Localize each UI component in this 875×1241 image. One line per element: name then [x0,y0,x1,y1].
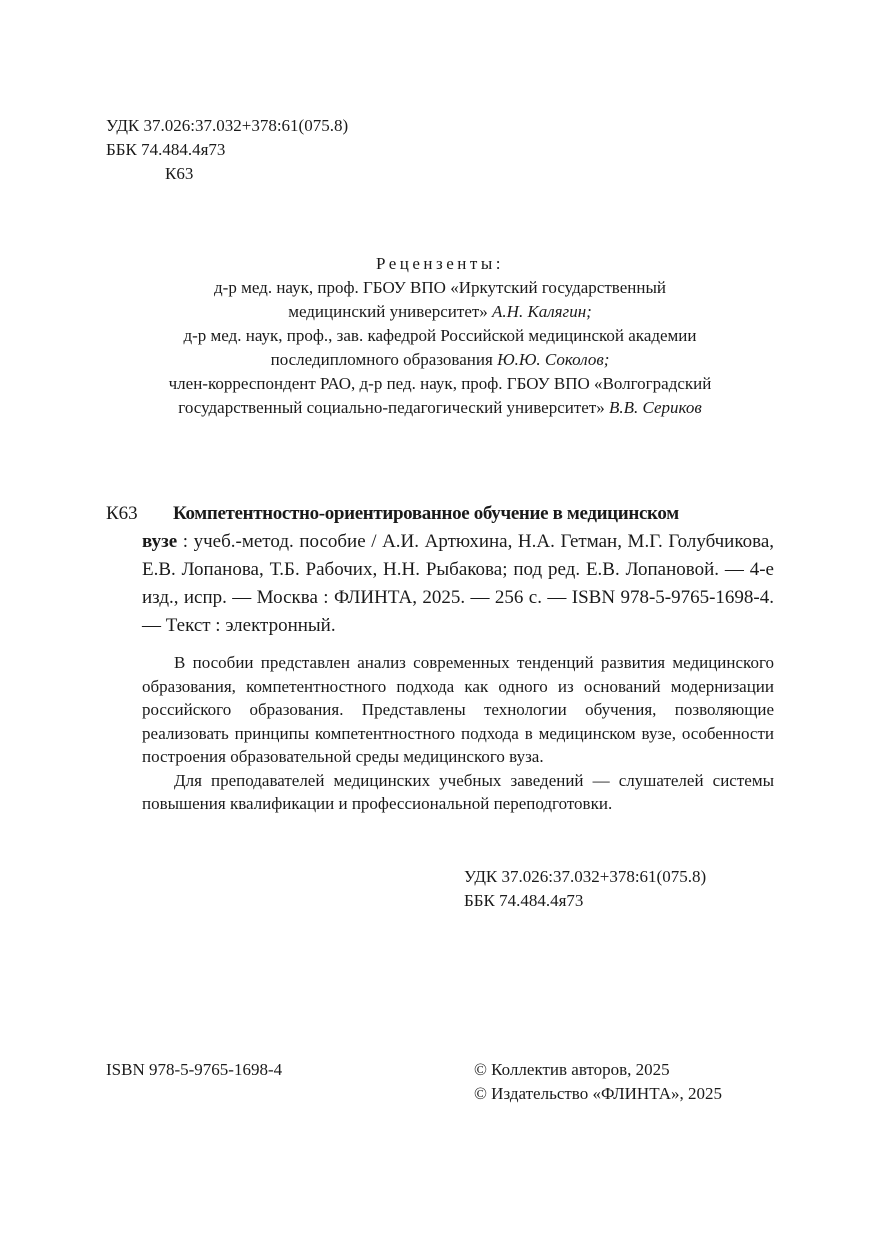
reviewer-name: Ю.Ю. Соколов; [497,350,610,369]
header-classification-codes [106,114,348,186]
entry-description: вузе : учеб.-метод. пособие / А.И. Артюхина, Н.А. Гетман, М.Г. Голубчикова, Е.В. Лопанова, Т.Б. Рабочих, Н.Н. Рыбакова; под ред. Е.В. Лопановой. — 4-е изд., испр. — Москва : ФЛИНТА, 2025. — 256 с. — ISBN 978-5-9765-1698-4. — Текст : электронный. [142,531,774,636]
entry-code: К63 [106,503,138,524]
entry-title-end: вузе [142,531,178,552]
copyright-block [474,1058,722,1106]
copyright-publisher: © Издательство «ФЛИНТА», 2025 [474,1084,723,1103]
reviewer-line: д-р мед. наук, проф., зав. кафедрой Российской медицинской академии [183,326,697,345]
catalog-entry [106,500,774,640]
abstract-paragraph: В пособии представлен анализ современных тенденций развития медицинского образования, компетентностного подхода как одного из оснований модернизации российского образования. Представлены технологии обучения, позволяющие реализовать принципы компетентностного подхода в медицинском вузе, особенности построения образовательной среды медицинского вуза. [142,653,774,766]
udk-code: УДК 37.026:37.032+378:61(075.8) [464,867,707,886]
reviewer-name: В.В. Сериков [609,398,702,417]
entry-title: Компетентностно-ориентированное обучение в медицинском [173,503,679,524]
audience-paragraph: Для преподавателей медицинских учебных заведений — слушателей системы повышения квалификации и профессиональной переподготовки. [142,770,774,813]
reviewers-heading: Рецензенты: [376,254,504,273]
isbn: ISBN 978-5-9765-1698-4 [106,1060,283,1079]
bbk-code: ББК 74.484.4я73 [464,891,584,910]
abstract [142,651,774,816]
reviewer-line: государственный социально-педагогический университет» В.В. Сериков [178,398,702,417]
author-mark: К63 [165,164,194,183]
reviewer-line: последипломного образования Ю.Ю. Соколов; [270,350,610,369]
footer-classification-codes [464,865,706,913]
reviewer-line: медицинский университет» А.Н. Калягин; [288,302,592,321]
udk-code: УДК 37.026:37.032+378:61(075.8) [106,116,349,135]
reviewers-block [90,252,790,420]
bbk-code: ББК 74.484.4я73 [106,140,226,159]
reviewer-name: А.Н. Калягин; [492,302,592,321]
reviewer-line: член-корреспондент РАО, д-р пед. наук, проф. ГБОУ ВПО «Волгоградский [168,374,712,393]
copyright-authors: © Коллектив авторов, 2025 [474,1060,670,1079]
reviewer-line: д-р мед. наук, проф. ГБОУ ВПО «Иркутский государственный [214,278,666,297]
